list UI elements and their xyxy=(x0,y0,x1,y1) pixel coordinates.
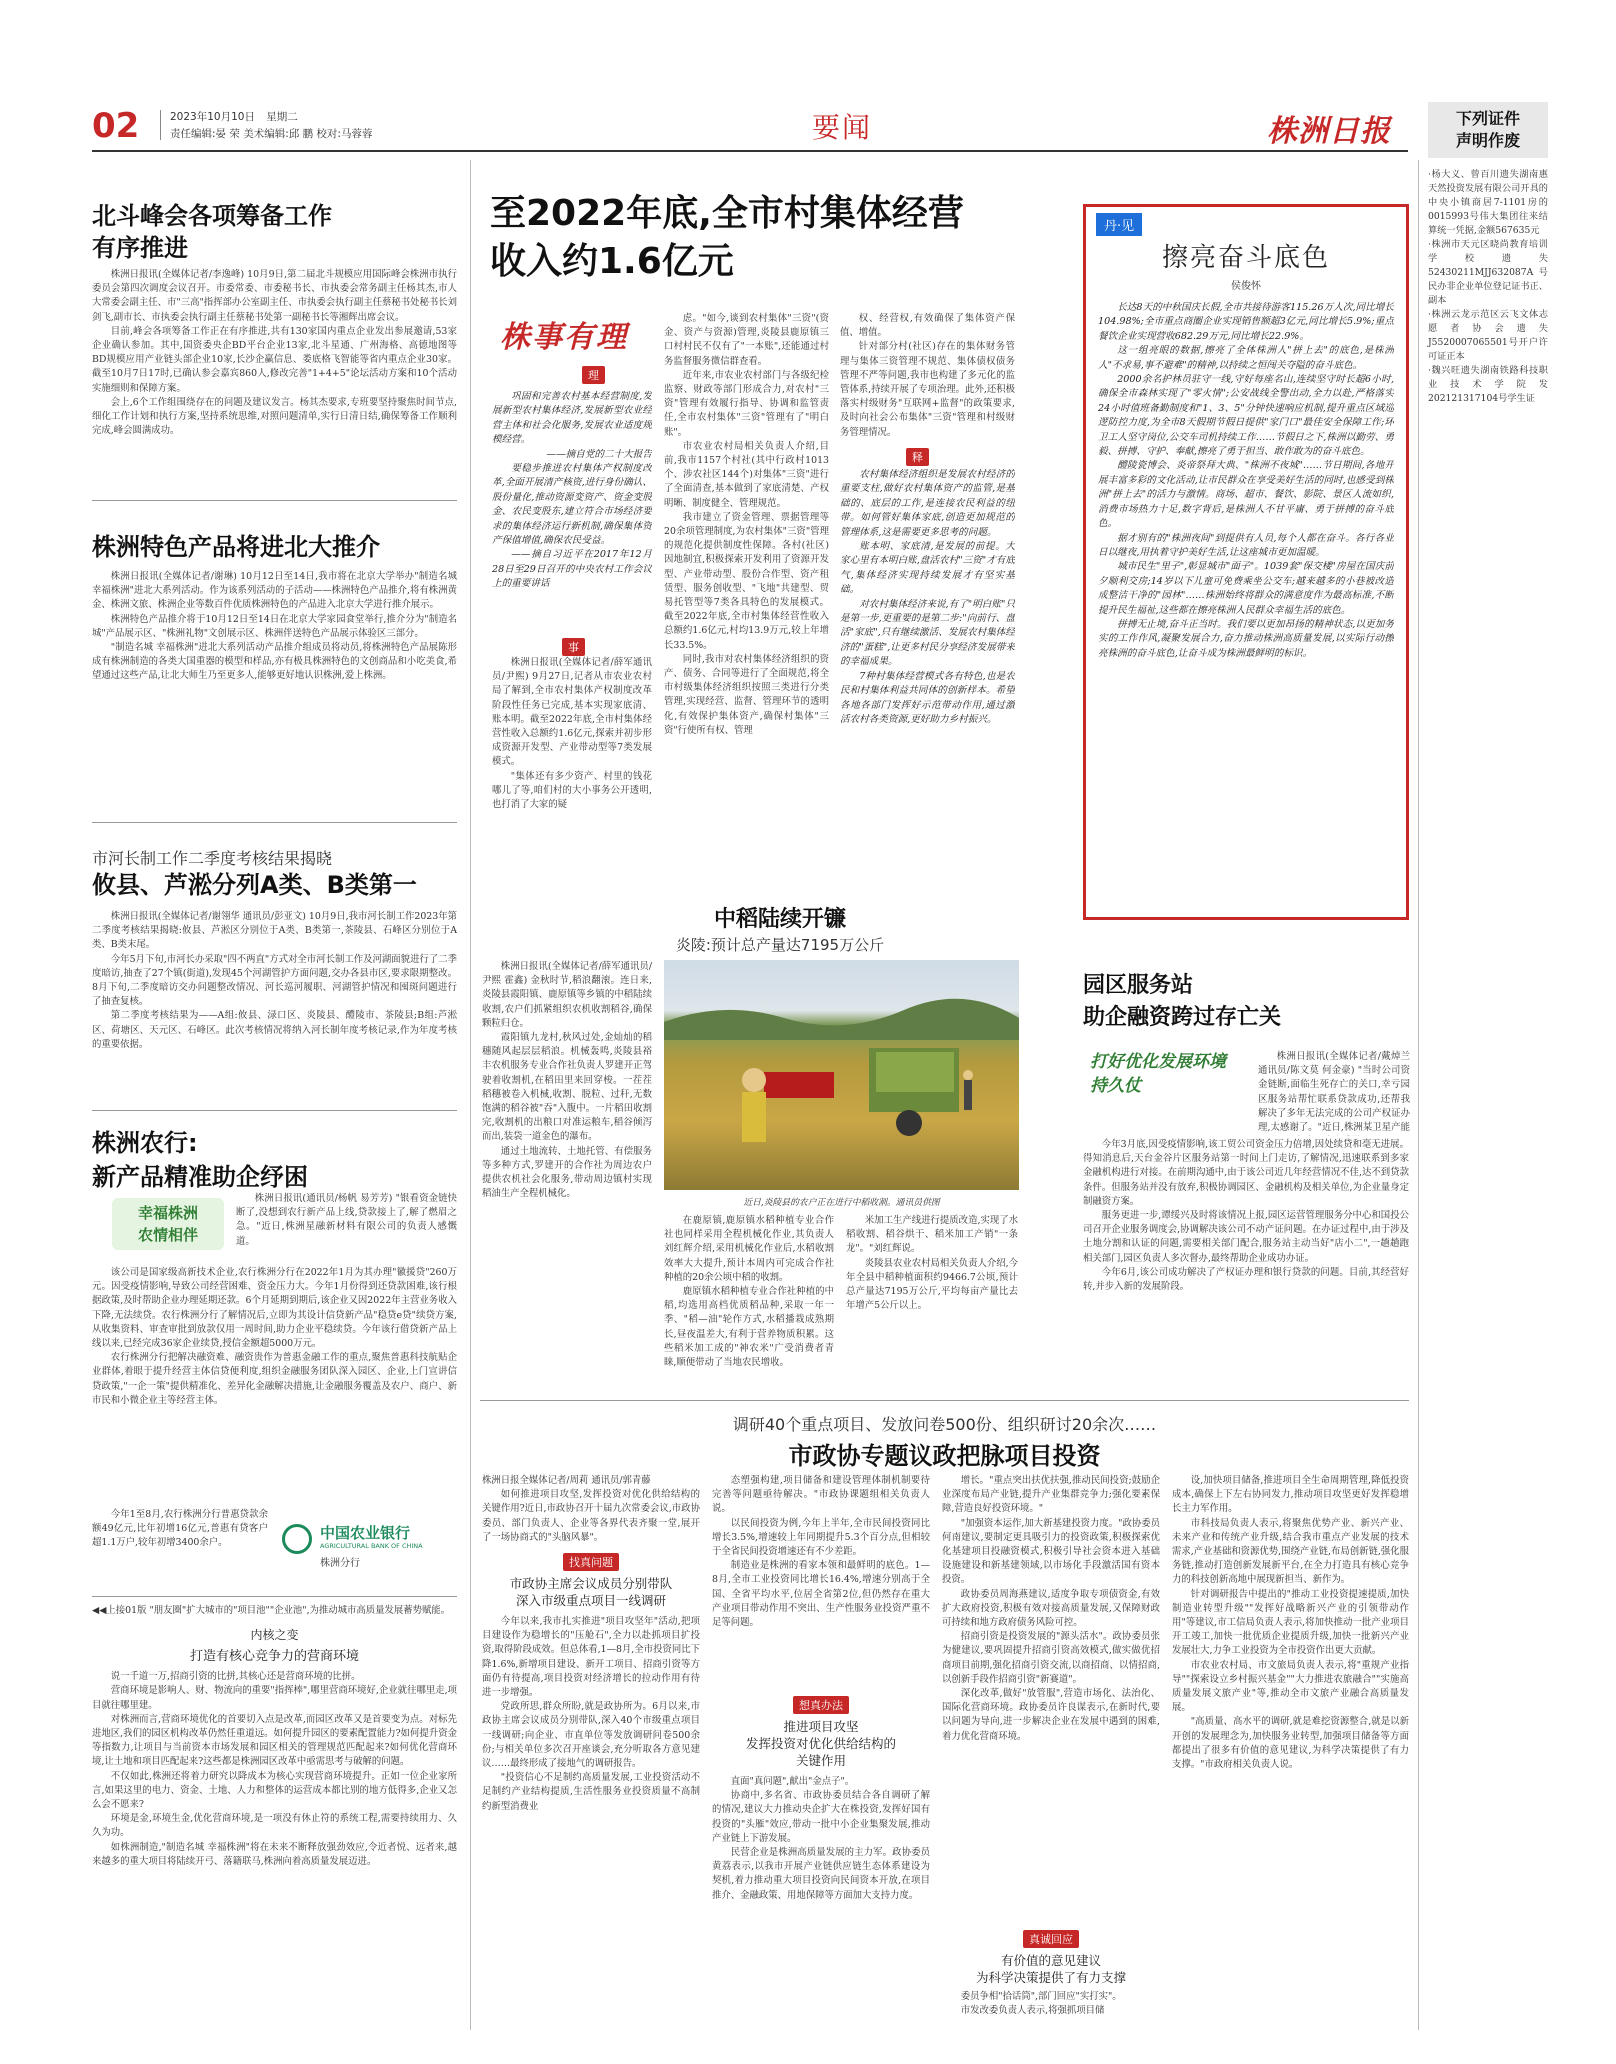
paragraph: 营商环境是影响人、财、物流向的重要"指挥棒",哪里营商环境好,企业就往哪里走,项目就往哪里建。 xyxy=(92,1685,457,1711)
peking-title: 株洲特色产品将进北大推介 xyxy=(92,533,380,561)
paragraph: 对农村集体经济来说,有了"明白账"只是第一步,更重要的是第二步:"向前行、盘活"家底",只有继续激活、发展农村集体经济的"蛋糕",让更多村民分享经济发展带来的幸福成果。 xyxy=(840,598,1015,668)
paragraph: 账本明、家底清,是发展的前提。大家心里有本明白账,盘活农村"三资"才有底气,集体经济实现持续发展才有坚实基础。 xyxy=(840,541,1015,596)
paragraph: ——摘自习近平在2017年12月28日至29日召开的中央农村工作会议上的重要讲话 xyxy=(492,549,652,590)
paragraph: ——摘自党的二十大报告 xyxy=(546,448,652,460)
paragraph: 会上,6个工作组围绕存在的问题及建议发言。杨其杰要求,专班要坚持聚焦时间节点,细化工作计划和执行方案,坚持系统思维,对照问题清单,实行日清日结,确保筹备工作顺利完成,峰会圆满成功。 xyxy=(92,396,457,437)
abc-logo xyxy=(282,1520,457,1576)
paragraph: 农村集体经济组织是发展农村经济的重要支柱,做好农村集体资产的监管,是基础的、底层的工作,是连接农民利益的纽带。如何管好集体家底,创造更加规范的管理体系,这是需要更多思考的问题。 xyxy=(840,469,1015,538)
paragraph: 在鹿原镇,鹿原镇水稻种植专业合作社也同样采用全程机械化作业,其负责人刘红辉介绍,采用机械化作业后,水稻收割效率大大提升,预计本周内可完成合作社种植的20余公顷中稻的收割。 xyxy=(664,1215,834,1283)
paragraph: 今年1至8月,农行株洲分行普惠贷款余额49亿元,比年初增16亿元,普惠有贷客户超1.1万户,较年初增3400余户。 xyxy=(92,1509,268,1549)
paragraph: 直面"真问题",献出"金点子"。 xyxy=(730,1776,855,1787)
tag-shi2: 释 xyxy=(906,446,929,466)
paragraph: 长达8天的中秋国庆长假,全市共接待游客115.26万人次,同比增长104.98%;全市重点商圈企业实现销售额超3亿元,同比增长5.9%;重点餐饮企业实现营收682.29万元,同比增长22.9%。 xyxy=(1098,302,1394,342)
paragraph: 委员争相"拾话筒",部门回应"实打实"。 xyxy=(960,1991,1122,2002)
paragraph: 要稳步推进农村集体产权制度改革,全面开展清产核资,进行身份确认、股份量化,推动资源变资产、资金变股金、农民变股东,建立符合市场经济要求的集体经济运行新机制,确保集体资产保值增值,确保农民受益。 xyxy=(492,463,652,547)
paragraph: 株洲日报讯(全媒体记者/戴焯兰 通讯员/陈文莫 何金豪) "当时公司资金链断,面临生死存亡的关口,幸亏园区服务站帮忙联系贷款成功,还帮我解决了多年无法完成的公司产权证办理,太感谢了。"近日,株洲某卫星产能 xyxy=(1258,1051,1410,1134)
notice-body: ·杨大义、曾百川遗失湖南惠天然投资发展有限公司开具的中央小镇商居7-1101房的0015993号伟大集团往来结算统一凭据,金额567635元 ·株洲市天元区晓尚教育培训学校遗失52430211MJJ632087A号民办非企业单位登记证书正、副本 ·株洲云龙示范区云飞文体志愿者协会遗失J5520007065501号开户许可证正本 ·魏兴旺遗失湖南铁路科技职业技术学院发202121317104号学生证 xyxy=(1428,169,1548,404)
notice-title: 下列证件 声明作废 xyxy=(1428,102,1548,158)
continued-sub1: 内核之变 xyxy=(250,1628,299,1643)
paragraph: 环境是金,环境生金,优化营商环境,是一项没有休止符的系统工程,需要持续用力、久久为功。 xyxy=(92,1813,457,1839)
paragraph: 如株洲制造,"制造名城 幸福株洲"将在未来不断释放强劲效应,令近者悦、远者来,越来越多的重大项目将陆续开弓、落籍联马,株洲向着高质量发展迈进。 xyxy=(92,1841,457,1867)
section-name: 要闻 xyxy=(812,111,873,144)
paragraph: 市农业农村局相关负责人介绍,目前,我市1157个村社(其中行政村1013个、涉农社区144个)对集体"三资"进行了全面清查,基本做到了家底清楚、产权明晰、制度健全、管理规范。 xyxy=(664,440,829,509)
rivers-kicker: 市河长制工作二季度考核结果揭晓 xyxy=(92,849,333,868)
main-col1 xyxy=(492,656,652,896)
tag-find-solutions: 想真办法 xyxy=(793,1696,849,1714)
main-italic-col3 xyxy=(840,468,1015,892)
abc-logo-cn: 中国农业银行 xyxy=(320,1524,411,1542)
cppcc-sub2: 推进项目攻坚 发挥投资对优化供给结构的 关键作用 xyxy=(745,1719,896,1768)
park-slogan: 打好优化发展环境 持久仗 xyxy=(1090,1052,1226,1096)
paragraph: 今年5月下旬,市河长办采取"四不两直"方式对全市河长制工作及河湖面貌进行了二季度暗访,抽查了27个镇(街道),发现45个河湖管护方面问题,交办各县市区,要求限期整改。8月下旬,二季度暗访交办问题整改情况、河长巡河履职、河湖管护情况和囤斑问题进行了抽查复核。 xyxy=(92,953,457,1008)
paragraph: 株洲日报讯(全媒体记者/李逸峰) 10月9日,第二届北斗规模应用国际峰会株洲市执行委员会第四次调度会议召开。市委常委、市委秘书长、市执委会常务副主任杨其杰,市人大常委会副主任、市"三高"指挥部办公室副主任、市执委会执行副主任蔡秘书处秘书长刘剑飞,副市长、市执委会执行副主任蔡秘书处第一副秘书长等湘辉出席会议。 xyxy=(92,269,457,323)
issue-date: 2023年10月10日 xyxy=(170,111,255,123)
opinion-title: 擦亮奋斗底色 xyxy=(1161,243,1330,273)
paragraph: 如何推进项目攻坚,发挥投资对优化供给结构的关键作用?近日,市政协召开十届九次常委会议,市政协委员、部门负责人、企业等各界代表齐聚一堂,展开了一场协商式的"头脑风暴"。 xyxy=(482,1489,700,1543)
editor-credits: 责任编辑:晏 荣 美术编辑:邱 鹏 校对:马蓉蓉 xyxy=(170,128,373,140)
page-header xyxy=(92,106,1408,149)
bank-body xyxy=(92,1266,457,1498)
issue-weekday: 星期二 xyxy=(266,111,298,123)
paragraph: 醴陵瓷博会、炎帝祭拜大典、"株洲不夜城"……节日期间,各地开展丰富多彩的文化活动,让市民群众在享受美好生活的同时,也感受到株洲"拼上去"的活力与激情。商场、超市、餐饮、影院、景区人流如织,消费市场热力十足,数字背后,是株洲人不甘平庸、勇于拼搏的奋斗底色。 xyxy=(1098,460,1394,530)
peking-body xyxy=(92,570,457,806)
rice-col1 xyxy=(482,960,652,1388)
paragraph: 深化改革,做好"放管服",营造市场化、法治化、国际化营商环境。政协委员许良谋表示,在新时代,要以问题为导向,进一步解决企业在发展中遇到的困难,着力优化营商环境。 xyxy=(942,1688,1160,1742)
notice-box xyxy=(1428,102,1548,492)
paragraph: 炎陵县农业农村局相关负责人介绍,今年全县中稻种植面积约9466.7公顷,预计总产量达7195万公斤,平均每亩产量比去年增产5公斤以上。 xyxy=(846,1257,1018,1312)
tag-sincere-response: 真诚回应 xyxy=(1023,1930,1079,1948)
paragraph: 制造业是株洲的看家本领和最鲜明的底色。1—8月,全市工业投资同比增长16.4%,增速分别高于全国、全省平均水平,位居全省第2位,但仍然存在重大产业项目带动作用不突出、生产性服务业投资严重不足等问题。 xyxy=(712,1560,930,1629)
paragraph: "加强资本运作,加大新基建投资力度。"政协委员何南建议,要制定更具吸引力的投资政策,积极探索优化基建项目投融资模式,积极引导社会资本进入基础设施建设和新基建领域,以市场化手段激活国有资本投资。 xyxy=(942,1517,1160,1586)
cppcc-sub3: 有价值的意见建议 为科学决策提供了有力支撑 xyxy=(975,1953,1126,1985)
paragraph: 针对部分村(社区)存在的集体财务管理与集体三资管理不规范、集体债权债务管理不严等问题,我市也构建了多元化的监管体系,持续开展了专项治理。此外,还积极落实村级财务"互联网+监督"的政策要求,及时向社会公布集体"三资"管理和村级财务管理情况。 xyxy=(840,341,1015,438)
paragraph: 我市建立了资金管理、票据管理等20余项管理制度,为农村集体"三资"管理的规范化提供制度性保障。各村(社区)因地制宜,积极探索开发利用了资源开发型、产业带动型、股份合作型、资产租赁型、服务创收型、"飞地"共建型、贸易托管型等7类各具特色的发展模式。截至2022年底,全市村集体经营性收入总额约1.6亿元,村均13.9万元,较上年增长33.5%。 xyxy=(664,511,829,651)
paragraph: "投资信心不足制约高质量发展,工业投资活动不足制约产业结构提质,生活性服务业投资质量不高制约新型消费业 xyxy=(482,1772,700,1812)
paragraph: 权、经营权,有效确保了集体资产保值、增值。 xyxy=(840,313,1015,339)
main-title: 至2022年底,全市村集体经营 收入约1.6亿元 xyxy=(490,193,964,282)
rice-photo-illustration xyxy=(664,960,1019,1190)
paragraph: 虑。"如今,谈到农村集体"三资"(资金、资产与资源)管理,炎陵县鹿原镇三口村村民不仅有了"一本账",还能通过村务监督服务微信群查看。 xyxy=(664,313,829,367)
paragraph: 株洲日报全媒体记者/周莉 通讯员/郭青藤 xyxy=(482,1475,651,1486)
paragraph: 针对调研报告中提出的"推动工业投资提速提质,加快制造业转型升级""发挥好战略新兴产业的引领带动作用"等建议,市工信局负责人表示,将加快推动一批产业项目开工竣工,加快一批优质企业提质升级,加快一批新兴产业发展壮大,力争工业投资为全市投资作出更大贡献。 xyxy=(1172,1588,1409,1657)
paragraph: 不仅如此,株洲还将着力研究以降成本为核心实现营商环境提升。正如一位企业家所言,如果这里的电力、资金、土地、人力和整体的运营成本都比别的地方低得多,企业又怎么会不愿来? xyxy=(92,1770,457,1811)
paragraph: 株洲日报讯(通讯员/杨帆 易芳芳) "银看资金链快断了,没想到农行新产品上线,贷款接上了,解了燃眉之急。"近日,株洲星融新材料有限公司的负责人感慨道。 xyxy=(236,1193,457,1247)
rice-col3 xyxy=(846,1214,1018,1390)
rice-photo xyxy=(664,960,1019,1190)
paragraph: 目前,峰会各项筹备工作正在有序推进,共有130家国内重点企业发出参展邀请,53家企业确认参加。其中,国资委央企BD平台企业13家,北斗星通、广州海格、高德地图等BD规模应用产业链头部企业10家,长沙企赢信息、娄底格飞智能等省内重点企业30家。截至10月7日17时,已确认参会嘉宾860人,修改完善"1+4+5"论坛活动方案和10个活动实施细则和保障方案。 xyxy=(92,325,457,394)
paragraph: 对株洲而言,营商环境优化的首要切入点是改革,而园区改革又是首要变为点。对标先进地区,我们的园区机构改革仍然任重道远。如何提升园区的要素配置能力?如何提升资金等指数力,让项目与当前资本市场发展和园区相关的管理规范匹配起来?如何优化营商环境,让土地和项目匹配起来?这些都是株洲园区改革中亟需思考与破解的问题。 xyxy=(92,1713,457,1768)
paragraph: 市发改委负责人表示,将强抓项目储 xyxy=(960,2005,1105,2017)
paragraph: "制造名城 幸福株洲"进北大系列活动产品推介组成员将动员,将株洲特色产品展陈形成有株洲制造的各类大国重器的模型和样品,亦有极具株洲特色的文创商品和小吃美食,希望通过这些产品,让北大师生乃至更多人,能够更好地认识株洲,爱上株洲。 xyxy=(92,642,457,682)
paragraph: 政协委员周海燕建议,适度争取专项债资金,有效扩大政府投资,积极有效对接高质量发展,又保障财政可持续和地方政府债务风险可控。 xyxy=(942,1588,1160,1629)
bank-body-end xyxy=(92,1508,268,1588)
paragraph: 拼搏无止境,奋斗正当时。我们要以更加昂扬的精神状态,以更加务实的工作作风,凝聚发展合力,奋力推动株洲高质量发展,以实际行动擦亮株洲的奋斗底色,让奋斗成为株洲最鲜明的标识。 xyxy=(1098,618,1394,659)
rice-col2 xyxy=(664,1214,834,1390)
continued-sub2: 打造有核心竞争力的营商环境 xyxy=(189,1649,359,1665)
cppcc-sub1: 市政协主席会议成员分别带队 深入市级重点项目一线调研 xyxy=(509,1576,673,1609)
rivers-title: 攸县、芦淞分列A类、B类第一 xyxy=(92,871,417,899)
paragraph: 鹿原镇水稻种植专业合作社种植的中稻,均选用高档优质稻品种,采取一年一季、"稻—油"轮作方式,水稻播栽成熟期长,昼夜温差大,有利于营养物质积累。这些稻米加工成的"神农米"广受消费者青睐,顺便带动了当地农民增收。 xyxy=(664,1286,834,1369)
paragraph: 招商引资是投资发展的"源头活水"。政协委员张为健建议,要巩固提升招商引资高效模式,做实做优招商项目前期,强化招商引资交流,以商招商、以情招商,以创新手段作招商引资"新赛道"。 xyxy=(942,1631,1160,1685)
paragraph: "高质量、高水平的调研,就是难挖资源整合,就是以新开创的发展理念为,加快服务业转型,加强项目储备等方面都提出了很多有价值的意见建议,为科学决策提供了有力支撑。"市政府相关负责人说。 xyxy=(1172,1716,1409,1771)
opinion-label: 丹·见 xyxy=(1096,213,1142,236)
rice-subtitle: 炎陵:预计总产量达7195万公斤 xyxy=(675,936,885,954)
paragraph: 第二季度考核结果为——A组:攸县、渌口区、炎陵县、醴陵市、茶陵县;B组:芦淞区、荷塘区、天元区、石峰区。此次考核情况将纳入河长制年度考核记录,作为年度考核的重要依据。 xyxy=(92,1010,457,1050)
paragraph: 该公司是国家级高新技术企业,农行株洲分行在2022年1月为其办理"徽援贷"260万元。因受疫情影响,导致公司经营困难、资金压力大。今年1月份得到还贷款困难,该行根据政策,及时帮助企业办理延期还款。6个月延期到期后,该企业又因2022年主营业务收入下降,无法续贷。农行株洲分行了解情况后,立即为其设计信贷新产品"稳贷e贷"续贷方案,从收集资料、审查审批到放款仅用一周时间,助力企业平稳续贷。今年该行借贷新产品上线以来,已经完成36家企业续贷,授信金额超5000万元。 xyxy=(92,1267,457,1350)
paragraph: 株洲日报讯(全媒体记者/薛军通讯员/尹熙 霍鑫) 金秋时节,稻浪翻滚。连日来,炎陵县霞阳镇、鹿原镇等乡镇的中稻陆续收割,农户们抓紧组织农机收割稻谷,确保颗粒归仓。 xyxy=(482,961,652,1029)
paragraph: 这一组亮眼的数据,擦亮了全体株洲人"拼上去"的底色,是株洲人"不求易,事不避难"的精神,以持续之恒闯关夺隘的奋斗底色。 xyxy=(1098,345,1394,371)
tag-shi: 事 xyxy=(562,636,585,656)
abc-logo-icon xyxy=(282,1524,312,1554)
paragraph: 民营企业是株洲高质量发展的主力军。政协委员黄荔表示,以我市开展产业链供应链生态体系建设为契机,着力推动重大项目投资向民间资本开放,在项目推介、金融政策、用地保障等方面加大支持力度。 xyxy=(712,1847,930,1901)
paragraph: 农行株洲分行把解决融资难、融资贵作为普惠金融工作的重点,聚焦普惠科技航贴企业群体,着眼于提升经营主体信贷便利度,组织金融服务团队深入园区、企业,上门宣讲信贷政策,"一企一策"提供精准化、差异化金融解决措施,让金融服务覆盖及农户、商户、新市民和小微企业主等经营主体。 xyxy=(92,1352,457,1406)
cppcc-kicker: 调研40个重点项目、发放问卷500份、组织研讨20余次…… xyxy=(732,1415,1157,1434)
paragraph: 株洲特色产品推介将于10月12日至14日在北京大学家园食堂举行,推介分为"制造名城"产品展示区、"株洲礼物"文创展示区、株洲伴送特色产品展示体验区三部分。 xyxy=(92,613,457,639)
paragraph: 市农业农村局、市文旅局负责人表示,将"重规产业指导""探索设立乡村振兴基金""大力推进农旅融合""实施高质量发展文旅产业"等,推动全市文旅产业融合高质量发展。 xyxy=(1172,1659,1409,1714)
paragraph: 服务更进一步,谭绥兴及时将该情况上报,园区运营管理服务分中心和国投公司召开企业服务调度会,协调解决该公司不动产证问题。在办证过程中,由于涉及土地分割和认证的问题,需要相关部门配合,服务站主动当好"店小二",一趟趟跑相关部门,园区负责人多次督办,最终帮助企业成功办证。 xyxy=(1083,1210,1409,1264)
abc-logo-branch: 株洲分行 xyxy=(320,1558,360,1569)
opinion-author: 侯俊怀 xyxy=(1231,281,1261,292)
rivers-body xyxy=(92,910,457,1106)
cppcc-title: 市政协专题议政把脉项目投资 xyxy=(788,1442,1101,1470)
paragraph: 霞阳镇九龙村,秋风过处,金灿灿的稻穗随风起层层稻浪。机械轰鸣,炎陵县裕丰农机服务专业合作社负责人罗建开正驾驶着收割机,在稻田里来回穿梭。一茬茬稻穗被卷入机械,收割、脱粒、过秆,无数饱满的稻谷被"吞"入腹中。一片稻田收割完,收割机的出粮口对准运粮车,稻谷倾泻而出,装袋一道金色的瀑布。 xyxy=(482,1032,652,1143)
paragraph: 据才别有的"株洲夜间"到提供有人员,每个人都在奋斗。各行各业日以继夜,用执着守护美好生活,让这座城市更加温暖。 xyxy=(1098,532,1394,558)
continued-section xyxy=(92,1604,457,2014)
cppcc-col3 xyxy=(942,1474,1160,2034)
park-title: 园区服务站 助企融资跨过存亡关 xyxy=(1083,973,1282,1030)
paragraph: 市科技局负责人表示,将聚焦优势产业、新兴产业、未来产业和传统产业升级,结合我市重点产业发展的技术需求,产业基础和资源优势,围绕产业链,布局创新链,强化服务链,推动打造创新发展新平台,在全力打造具有核心竞争力的科技创新高地中展现新担当、新作为。 xyxy=(1172,1517,1409,1586)
paragraph: 增长。"重点突出扶优扶强,推动民间投资;鼓励企业深度布局产业链,提升产业集群竞争力;强化要素保障,营造良好投资环境。" xyxy=(942,1475,1160,1515)
opinion-box xyxy=(1083,204,1409,920)
park-body-top xyxy=(1258,1050,1410,1136)
park-body xyxy=(1083,1138,1409,1392)
paragraph: 今年6月,该公司成功解决了产权证办理和银行贷款的问题。目前,其经营好转,并步入新的发展阶段。 xyxy=(1083,1266,1409,1293)
paragraph: "集体还有多少资产、村里的钱花哪儿了等,咱们村的大小事务公开透明,也打消了大家的疑 xyxy=(492,770,652,811)
paragraph: 今年3月底,因受疫情影响,该工贸公司资金压力倍增,因处续贷和毫无进展。得知消息后,天台金谷片区服务站第一时间上门走访,了解情况,迅速联系到多家金融机构进行对接。在前期沟通中,由于该公司近几年经营情况不佳,达不到贷款条件。但服务站并没有放弃,积极协调园区、金融机构及相关单位,为企业量身定制融资方案。 xyxy=(1083,1139,1409,1207)
paragraph: 7种村集体经营模式各有特色,也是农民和村集体利益共同体的创新样本。希望各地各部门发挥好示范带动作用,通过激活农村各类资源,更好助力乡村振兴。 xyxy=(840,670,1015,725)
main-col2 xyxy=(664,312,829,896)
paragraph: 同时,我市对农村集体经济组织的资产、债务、合同等进行了全面规范,将全市村级集体经济组织按照三类进行分类管理,实现经营、监督、管理环节的透明化,有效保护集体资产,确保村集体"三资"行使所有权、管理 xyxy=(664,653,829,736)
beidou-title: 北斗峰会各项筹备工作 有序推进 xyxy=(92,202,332,262)
paragraph: 党政所思,群众所盼,就是政协所为。6月以来,市政协主席会议成员分别带队,深入40个市级重点项目一线调研;向企业、市直单位等发放调研问卷500余份;与相关单位多次召开座谈会,充分听取各方意见建议……最终形成了接地气的调研报告。 xyxy=(482,1701,700,1770)
paragraph: 株洲日报讯(全媒体记者/薛军通讯员/尹熙) 9月27日,记者从市农业农村局了解到,全市农村集体产权制度改革阶段性任务已完成,基本实现家底清、账本明。截至2022年底,全市村集体经营性收入总额约1.6亿元,探索并初步形成资源开发型、产业带动型等7类发展模式。 xyxy=(492,657,652,768)
opinion-body xyxy=(1098,301,1394,913)
paragraph: 米加工生产线进行提质改造,实现了水稻收割、稻谷烘干、稻米加工产销"一条龙"。"刘红辉说。 xyxy=(846,1215,1018,1255)
page-number: 02 xyxy=(92,106,140,146)
main-col3 xyxy=(840,312,1015,444)
cppcc-col4 xyxy=(1172,1474,1409,2034)
rice-caption: 近日,炎陵县的农户正在进行中稻收割。通讯员供图 xyxy=(743,1198,940,1208)
tag-li: 理 xyxy=(582,364,605,384)
paragraph: 株洲日报讯(全媒体记者/谢琳) 10月12日至14日,我市将在北京大学举办"制造名城 幸福株洲"进北大系列活动。作为该系列活动的子活动——株洲特色产品推介,将有株洲黄金、株洲文旅、株洲企业等数百件优质株洲特色的产品进入北京大学进行推介展示。 xyxy=(92,571,457,611)
cppcc-col1 xyxy=(482,1474,700,2034)
tag-find-problems: 找真问题 xyxy=(563,1553,619,1571)
paragraph: 说一千道一万,招商引资的比拼,其核心还是营商环境的比拼。 xyxy=(110,1671,361,1683)
paragraph: 巩固和完善农村基本经营制度,发展新型农村集体经济,发展新型农业经营主体和社会化服务,发展农业适度规模经营。 xyxy=(492,391,652,446)
header-rule xyxy=(92,150,1408,152)
paragraph: 协商中,多名省、市政协委员结合各自调研了解的情况,建议大力推动央企扩大在株投资,发挥好国有投资的"头雁"效应,带动一批中小企业集聚发展,推动产业链上下游发展。 xyxy=(712,1790,930,1844)
continued-intro: ◀◀上接01版 "朋友圈"扩大城市的"项目池""企业池",为推动城市高质量发展蓄势赋能。 xyxy=(92,1605,451,1616)
beidou-body xyxy=(92,268,457,488)
paragraph: 通过土地流转、土地托管、有偿服务等多种方式,罗建开的合作社为周边农户提供农机社会化服务,带动周边镇村实现稻油生产全程机械化。 xyxy=(482,1145,652,1200)
rice-title: 中稻陆续开镰 xyxy=(713,907,846,932)
paragraph: 株洲日报讯(全媒体记者/谢翎华 通讯员/彭亚文) 10月9日,我市河长制工作2023年第二季度考核结果揭晓:攸县、芦淞区分别位于A类、B类第一,茶陵县、石峰区分别位于A类、B类末尾。 xyxy=(92,911,457,951)
paragraph: 今年以来,我市扎实推进"项目攻坚年"活动,把项目建设作为稳增长的"压舱石",全力以赴抓项目扩投资,取得阶段成效。但总体看,1—8月,全市投资同比下降1.6%,新增项目建设、新开工项目、招商引资等方面仍有待提高,项目投资对经济增长的拉动作用有待进一步增强。 xyxy=(482,1616,700,1699)
paragraph: 设,加快项目储备,推进项目全生命周期管理,降低投资成本,确保上下左右协同发力,推动项目攻坚更好发挥稳增长主力军作用。 xyxy=(1172,1475,1409,1515)
bank-badge: 幸福株洲 农情相伴 xyxy=(112,1198,224,1250)
paragraph: 以民间投资为例,今年上半年,全市民间投资同比增长3.5%,增速较上年同期提升5.3个百分点,但相较于全省民间投资增速还有不少差距。 xyxy=(712,1517,930,1558)
bank-title: 株洲农行: 新产品精准助企纾困 xyxy=(92,1129,308,1191)
paragraph: 近年来,市农业农村部门与各级纪检监察、财政等部门形成合力,对农村"三资"管理有效履行指导、协调和监管责任,全市农村集体"三资"管理有了"明白账"。 xyxy=(664,369,829,438)
paragraph: 城市民生"里子",彰显城市"面子"。1039套"保交楼"房屋在国庆前夕顺利交房;14岁以下儿童可免费乘坐公交车;越来越多的小巷被改造成整洁干净的"园林"……株洲始终将群众的满意度作为最高标准,不断提升民生福祉,这些都在擦亮株洲人民群众幸福生活的底色。 xyxy=(1098,561,1394,616)
main-italic-col1 xyxy=(492,390,652,630)
paragraph: 态塑强构建,项目储备和建设管理体制机制要待完善等问题亟待解决。"市政协课题组相关负责人说。 xyxy=(712,1475,930,1515)
paragraph: 2000余名护林员驻守一线,守好每座名山,连续坚守时长超6小时,确保全市森林实现了"零火情";公安战线全警出动,全力以赴,严格落实24小时值班备勤制度和"1、3、5"分钟快速响应机制,提升重点区域巡逻防控力度,为全市8天假期节假日提供"家门口"最佳安全保障工作;环卫工人坚守岗位,公交车司机持续工作……节假日之下,株洲以勤劳、勇毅、拼搏、守护、奉献,擦亮了勇于担当、敢作敢为的奋斗底色。 xyxy=(1098,374,1394,458)
cppcc-col2 xyxy=(712,1474,930,2034)
masthead-logo: 株洲日报 xyxy=(1267,114,1391,149)
abc-logo-en: AGRICULTURAL BANK OF CHINA xyxy=(320,1542,423,1550)
bank-body-top xyxy=(236,1192,457,1264)
calligraphy-logo: 株事有理 xyxy=(500,320,628,355)
